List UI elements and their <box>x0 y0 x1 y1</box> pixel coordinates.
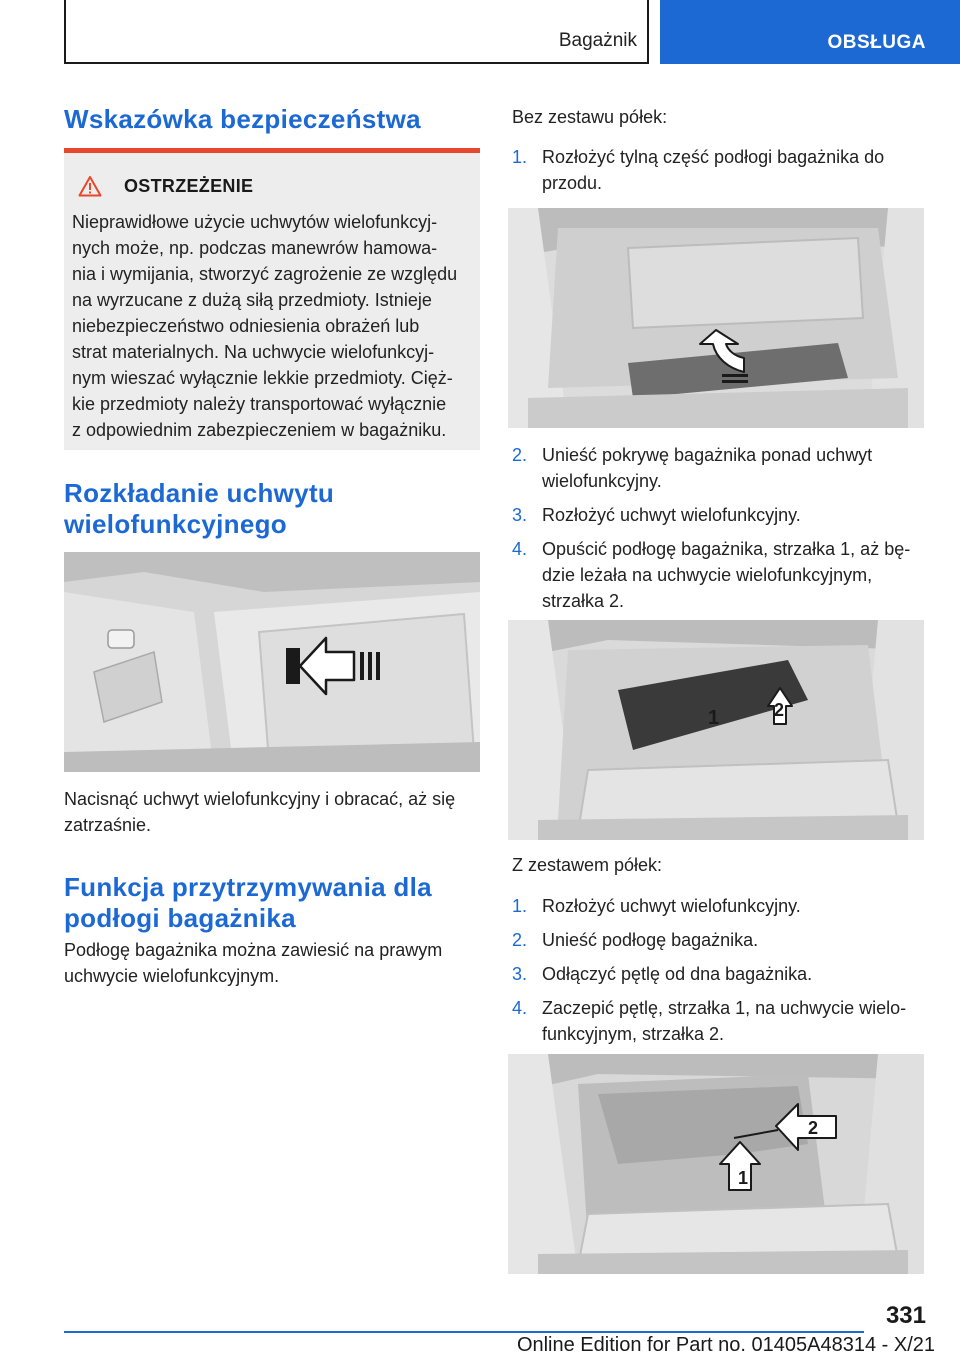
list-item <box>512 144 928 196</box>
step-number: 3. <box>512 505 528 525</box>
unfold-heading-line: Rozkładanie uchwytu <box>64 478 335 508</box>
step-number: 1. <box>512 896 528 916</box>
step-line: wielofunkcyjny. <box>542 471 662 491</box>
step-text <box>542 961 812 987</box>
header-section-tab <box>660 0 960 64</box>
footer-edition: Online Edition for Part no. 01405A48314 - X/21 <box>516 1334 935 1356</box>
step-number: 2. <box>512 445 528 465</box>
unfold-heading <box>64 478 334 540</box>
steps-without-shelf-1 <box>512 144 928 204</box>
page-number: 331 <box>885 1302 926 1329</box>
illustration-trunk-floor <box>508 208 924 428</box>
warning-line: nych może, np. podczas manewrów hamowa- <box>72 238 438 258</box>
arrow-label-2: 2 <box>808 1118 819 1138</box>
step-line: funkcyjnym, strzałka 2. <box>542 1024 725 1044</box>
step-line: strzałka 2. <box>542 591 625 611</box>
hold-text-line: Podłogę bagażnika można zawiesić na prawym <box>64 940 443 960</box>
step-number: 2. <box>512 930 528 950</box>
steps-without-shelf-2 <box>512 442 928 622</box>
step-number: 3. <box>512 964 528 984</box>
step-line: dzie leżała na uchwycie wielofunkcyjnym, <box>542 565 873 585</box>
hold-heading <box>64 872 432 934</box>
step-number: 1. <box>512 147 528 167</box>
step-line: Rozłożyć uchwyt wielofunkcyjny. <box>542 505 801 525</box>
section-title: OBSŁUGA <box>827 32 926 53</box>
step-text <box>542 144 884 196</box>
safety-heading: Wskazówka bezpieczeństwa <box>64 104 421 134</box>
illustration-floor-on-hook <box>508 620 924 840</box>
list-item <box>512 995 928 1047</box>
step-text <box>542 893 801 919</box>
list-item <box>512 442 928 494</box>
step-text <box>542 536 910 614</box>
hold-heading-line: Funkcja przytrzymywania dla <box>64 872 432 902</box>
header-chapter-tab <box>64 0 649 64</box>
arrow-label-2: 2 <box>774 700 785 720</box>
warning-line: strat materialnych. Na uchwycie wielofunkcyj- <box>72 342 435 362</box>
hold-text-line: uchwycie wielofunkcyjnym. <box>64 966 280 986</box>
list-item <box>512 502 928 528</box>
warning-line: z odpowiednim zabezpieczeniem w bagażniku. <box>72 420 447 440</box>
footer-divider <box>64 1331 864 1333</box>
hold-heading-line: podłogi bagażnika <box>64 903 296 933</box>
step-number: 4. <box>512 998 528 1018</box>
warning-line: nym wieszać wyłącznie lekkie przedmioty. Cięż- <box>72 368 453 388</box>
chapter-title: Bagażnik <box>558 30 637 51</box>
unfold-text-line: zatrzaśnie. <box>64 815 152 835</box>
warning-title: OSTRZEŻENIE <box>124 175 254 196</box>
warning-box <box>64 148 480 450</box>
step-text <box>542 995 906 1047</box>
step-line: Rozłożyć uchwyt wielofunkcyjny. <box>542 896 801 916</box>
list-item <box>512 536 928 614</box>
warning-line: kie przedmioty należy transportować wyłącznie <box>72 394 447 414</box>
step-text <box>542 502 801 528</box>
steps-with-shelf <box>512 893 928 1055</box>
list-item <box>512 961 928 987</box>
illustration-multifunction-hook <box>64 552 480 772</box>
arrow-label-1: 1 <box>708 707 720 729</box>
step-text <box>542 927 758 953</box>
step-line: Unieść podłogę bagażnika. <box>542 930 759 950</box>
warning-text <box>72 209 476 443</box>
step-line: przodu. <box>542 173 603 193</box>
step-number: 4. <box>512 539 528 559</box>
unfold-text-line: Nacisnąć uchwyt wielofunkcyjny i obracać, aż się <box>64 789 456 809</box>
step-line: Rozłożyć tylną część podłogi bagażnika do <box>542 147 885 167</box>
unfold-text <box>64 786 484 838</box>
warning-line: Nieprawidłowe użycie uchwytów wielofunkcyj- <box>72 212 438 232</box>
step-line: Unieść pokrywę bagażnika ponad uchwyt <box>542 445 873 465</box>
step-line: Opuścić podłogę bagażnika, strzałka 1, aż bę- <box>542 539 911 559</box>
step-line: Zaczepić pętlę, strzałka 1, na uchwycie wielo- <box>542 998 907 1018</box>
hold-text <box>64 937 484 989</box>
warning-triangle-icon <box>78 175 102 197</box>
list-item <box>512 893 928 919</box>
with-shelf-label: Z zestawem półek: <box>512 855 663 875</box>
unfold-heading-line: wielofunkcyjnego <box>64 509 287 539</box>
warning-line: niebezpieczeństwo odniesienia obrażeń lub <box>72 316 420 336</box>
warning-line: nia i wymijania, stworzyć zagrożenie ze względu <box>72 264 458 284</box>
arrow-label-1: 1 <box>738 1168 749 1188</box>
list-item <box>512 927 928 953</box>
without-shelf-label: Bez zestawu półek: <box>512 107 668 127</box>
step-text <box>542 442 872 494</box>
warning-line: na wyrzucane z dużą siłą przedmioty. Istnieje <box>72 290 432 310</box>
step-line: Odłączyć pętlę od dna bagażnika. <box>542 964 813 984</box>
illustration-loop-on-hook <box>508 1054 924 1274</box>
